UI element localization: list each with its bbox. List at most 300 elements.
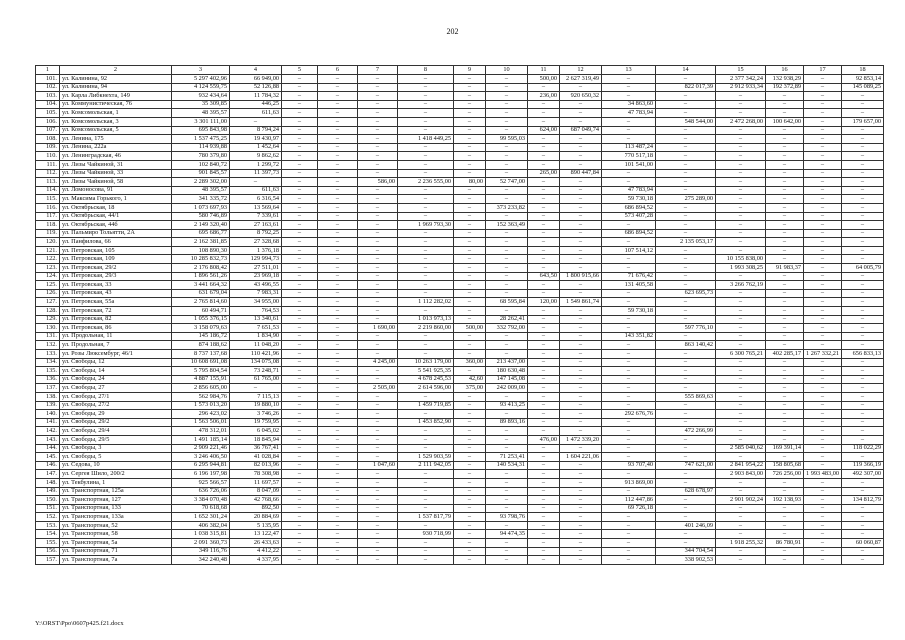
value-cell: – xyxy=(842,384,884,393)
value-cell: 4 245,00 xyxy=(358,358,398,367)
value-cell: – xyxy=(358,367,398,376)
value-cell: 2 135 053,17 xyxy=(656,238,716,247)
row-index-cell: 127. xyxy=(36,298,60,307)
address-cell: ул. Транспортная, 133а xyxy=(60,513,172,522)
value-cell: 1 491 185,14 xyxy=(172,435,230,444)
value-cell: – xyxy=(454,530,486,539)
value-cell: – xyxy=(454,461,486,470)
value-cell: – xyxy=(804,126,842,135)
value-cell: 573 407,28 xyxy=(602,212,656,221)
value-cell: – xyxy=(842,203,884,212)
address-cell: ул. Лизы Чайкиной, 58 xyxy=(60,178,172,187)
value-cell: – xyxy=(486,410,528,419)
value-cell: – xyxy=(766,556,804,565)
value-cell: – xyxy=(716,341,766,350)
value-cell: – xyxy=(716,556,766,565)
table-row xyxy=(36,160,884,169)
value-cell: – xyxy=(358,401,398,410)
value-cell: 1 563 506,01 xyxy=(172,418,230,427)
value-cell: – xyxy=(560,401,602,410)
value-cell: – xyxy=(454,255,486,264)
address-cell: ул. Сергея Шило, 200/2 xyxy=(60,470,172,479)
value-cell: – xyxy=(804,92,842,101)
value-cell: 86 780,91 xyxy=(766,539,804,548)
value-cell: 695 686,77 xyxy=(172,229,230,238)
value-cell: 6 045,02 xyxy=(230,427,282,436)
value-cell: – xyxy=(454,418,486,427)
value-cell: – xyxy=(766,521,804,530)
column-header: 4 xyxy=(230,66,282,75)
value-cell: 1 690,00 xyxy=(358,324,398,333)
value-cell: – xyxy=(842,530,884,539)
value-cell: – xyxy=(804,513,842,522)
value-cell: – xyxy=(454,367,486,376)
value-cell: – xyxy=(454,487,486,496)
value-cell: – xyxy=(318,375,358,384)
value-cell: 41 028,84 xyxy=(230,453,282,462)
value-cell: 1 376,18 xyxy=(230,246,282,255)
value-cell: – xyxy=(486,289,528,298)
value-cell: – xyxy=(602,375,656,384)
address-cell: ул. Лизы Чайкиной, 31 xyxy=(60,160,172,169)
value-cell: – xyxy=(398,289,454,298)
value-cell: – xyxy=(716,547,766,556)
value-cell: 140 534,31 xyxy=(486,461,528,470)
value-cell: – xyxy=(716,135,766,144)
value-cell: – xyxy=(528,264,560,273)
value-cell: – xyxy=(560,100,602,109)
value-cell: – xyxy=(282,221,318,230)
value-cell: – xyxy=(560,444,602,453)
value-cell: – xyxy=(282,212,318,221)
table-row xyxy=(36,444,884,453)
row-index-cell: 151. xyxy=(36,504,60,513)
table-row xyxy=(36,530,884,539)
value-cell: – xyxy=(282,504,318,513)
row-index-cell: 134. xyxy=(36,358,60,367)
value-cell: – xyxy=(766,135,804,144)
value-cell: – xyxy=(398,126,454,135)
value-cell: – xyxy=(318,435,358,444)
value-cell: – xyxy=(804,307,842,316)
value-cell: – xyxy=(716,272,766,281)
value-cell: 8 047,09 xyxy=(230,487,282,496)
value-cell: – xyxy=(716,427,766,436)
value-cell: – xyxy=(528,324,560,333)
value-cell: – xyxy=(318,470,358,479)
value-cell: – xyxy=(602,384,656,393)
value-cell: 2 901 902,24 xyxy=(716,496,766,505)
value-cell: – xyxy=(656,212,716,221)
value-cell: – xyxy=(282,75,318,84)
value-cell: – xyxy=(398,547,454,556)
value-cell: – xyxy=(656,307,716,316)
value-cell: 143 351,82 xyxy=(602,332,656,341)
value-cell: – xyxy=(656,221,716,230)
table-row xyxy=(36,109,884,118)
value-cell: – xyxy=(656,367,716,376)
value-cell: 500,00 xyxy=(454,324,486,333)
value-cell: – xyxy=(454,435,486,444)
table-row xyxy=(36,100,884,109)
value-cell: – xyxy=(716,487,766,496)
value-cell: – xyxy=(398,470,454,479)
row-index-cell: 138. xyxy=(36,392,60,401)
value-cell: – xyxy=(804,117,842,126)
value-cell: – xyxy=(358,272,398,281)
row-index-cell: 104. xyxy=(36,100,60,109)
value-cell: – xyxy=(656,255,716,264)
value-cell: 213 437,00 xyxy=(486,358,528,367)
value-cell: – xyxy=(602,289,656,298)
table-row xyxy=(36,358,884,367)
value-cell: – xyxy=(454,281,486,290)
value-cell: – xyxy=(560,203,602,212)
value-cell: 192 372,89 xyxy=(766,83,804,92)
address-cell: ул. Свободы, 27 xyxy=(60,384,172,393)
value-cell: – xyxy=(318,418,358,427)
value-cell: – xyxy=(804,160,842,169)
value-cell: – xyxy=(358,255,398,264)
value-cell: – xyxy=(318,521,358,530)
value-cell: – xyxy=(842,427,884,436)
value-cell: – xyxy=(602,418,656,427)
value-cell: – xyxy=(804,75,842,84)
value-cell: 3 441 664,32 xyxy=(172,281,230,290)
value-cell: – xyxy=(528,152,560,161)
address-cell: ул. Петровская, 33 xyxy=(60,281,172,290)
value-cell: – xyxy=(766,152,804,161)
value-cell: 1 537 475,25 xyxy=(172,135,230,144)
value-cell: – xyxy=(804,401,842,410)
value-cell: – xyxy=(716,384,766,393)
value-cell: – xyxy=(842,229,884,238)
column-header: 7 xyxy=(358,66,398,75)
value-cell: 349 116,76 xyxy=(172,547,230,556)
value-cell: – xyxy=(766,410,804,419)
value-cell: – xyxy=(842,152,884,161)
value-cell: – xyxy=(766,203,804,212)
value-cell: – xyxy=(656,281,716,290)
value-cell: – xyxy=(486,100,528,109)
value-cell: – xyxy=(716,126,766,135)
value-cell: – xyxy=(804,195,842,204)
value-cell: 686 894,52 xyxy=(602,203,656,212)
value-cell: – xyxy=(282,367,318,376)
value-cell: 1 013 973,13 xyxy=(398,315,454,324)
value-cell: – xyxy=(766,324,804,333)
address-cell: ул. Максима Горького, 1 xyxy=(60,195,172,204)
row-index-cell: 125. xyxy=(36,281,60,290)
value-cell: 2 289 302,00 xyxy=(172,178,230,187)
value-cell: – xyxy=(358,530,398,539)
value-cell: – xyxy=(528,186,560,195)
value-cell: – xyxy=(716,298,766,307)
value-cell: – xyxy=(716,109,766,118)
row-index-cell: 150. xyxy=(36,496,60,505)
value-cell: – xyxy=(602,521,656,530)
value-cell: – xyxy=(656,478,716,487)
value-cell: – xyxy=(804,530,842,539)
value-cell: 64 005,79 xyxy=(842,264,884,273)
row-index-cell: 103. xyxy=(36,92,60,101)
value-cell: 1 604 221,06 xyxy=(560,453,602,462)
value-cell: 89 893,16 xyxy=(486,418,528,427)
table-row xyxy=(36,341,884,350)
value-cell: – xyxy=(842,358,884,367)
column-header: 5 xyxy=(282,66,318,75)
value-cell: – xyxy=(454,195,486,204)
value-cell: – xyxy=(398,341,454,350)
value-cell: – xyxy=(602,470,656,479)
value-cell: – xyxy=(454,392,486,401)
table-row xyxy=(36,556,884,565)
value-cell: – xyxy=(358,289,398,298)
value-cell: – xyxy=(454,229,486,238)
value-cell: – xyxy=(528,135,560,144)
row-index-cell: 108. xyxy=(36,135,60,144)
value-cell: – xyxy=(486,126,528,135)
value-cell: – xyxy=(282,238,318,247)
value-cell: – xyxy=(560,315,602,324)
value-cell: – xyxy=(656,513,716,522)
value-cell: 2 903 843,00 xyxy=(716,470,766,479)
value-cell: 91 983,37 xyxy=(766,264,804,273)
value-cell: 2 505,00 xyxy=(358,384,398,393)
value-cell: – xyxy=(282,435,318,444)
value-cell: 478 312,01 xyxy=(172,427,230,436)
value-cell: – xyxy=(454,341,486,350)
value-cell: – xyxy=(842,504,884,513)
value-cell: – xyxy=(842,556,884,565)
value-cell: – xyxy=(282,470,318,479)
value-cell: – xyxy=(486,160,528,169)
value-cell: – xyxy=(842,246,884,255)
row-index-cell: 148. xyxy=(36,478,60,487)
value-cell: – xyxy=(560,332,602,341)
table-row xyxy=(36,418,884,427)
value-cell: – xyxy=(602,315,656,324)
value-cell: 145 186,72 xyxy=(172,332,230,341)
value-cell: – xyxy=(282,444,318,453)
value-cell: 69 726,18 xyxy=(602,504,656,513)
value-cell: – xyxy=(454,496,486,505)
value-cell: – xyxy=(842,487,884,496)
value-cell: – xyxy=(486,117,528,126)
value-cell: – xyxy=(842,435,884,444)
value-cell: – xyxy=(842,186,884,195)
value-cell: 1 112 282,02 xyxy=(398,298,454,307)
value-cell: – xyxy=(454,444,486,453)
value-cell: – xyxy=(716,367,766,376)
value-cell: 901 845,57 xyxy=(172,169,230,178)
value-cell: – xyxy=(842,255,884,264)
value-cell: – xyxy=(454,203,486,212)
address-cell: ул. Октябрьская, 18 xyxy=(60,203,172,212)
value-cell: 1 472 339,20 xyxy=(560,435,602,444)
value-cell: – xyxy=(358,195,398,204)
address-cell: ул. Свободы, 27/1 xyxy=(60,392,172,401)
address-cell: ул. Петровская, 29/2 xyxy=(60,264,172,273)
value-cell: – xyxy=(282,341,318,350)
value-cell: – xyxy=(398,143,454,152)
value-cell: – xyxy=(282,418,318,427)
value-cell: – xyxy=(804,427,842,436)
value-cell: – xyxy=(804,152,842,161)
value-cell: – xyxy=(602,341,656,350)
table-row xyxy=(36,350,884,359)
value-cell: – xyxy=(398,238,454,247)
table-row xyxy=(36,135,884,144)
address-cell: ул. Октябрьская, 44/1 xyxy=(60,212,172,221)
value-cell: – xyxy=(842,143,884,152)
row-index-cell: 122. xyxy=(36,255,60,264)
value-cell: – xyxy=(560,289,602,298)
value-cell: – xyxy=(842,238,884,247)
value-cell: 3 301 111,00 xyxy=(172,117,230,126)
row-index-cell: 153. xyxy=(36,521,60,530)
value-cell: 1 800 915,66 xyxy=(560,272,602,281)
table-row xyxy=(36,453,884,462)
value-cell: – xyxy=(716,92,766,101)
value-cell: – xyxy=(804,238,842,247)
value-cell: – xyxy=(766,504,804,513)
value-cell: – xyxy=(766,195,804,204)
value-cell: – xyxy=(560,195,602,204)
address-cell: ул. Свободы, 29 xyxy=(60,410,172,419)
value-cell: – xyxy=(398,539,454,548)
value-cell: – xyxy=(560,238,602,247)
value-cell: 110 421,96 xyxy=(230,350,282,359)
value-cell: – xyxy=(716,521,766,530)
value-cell: 1 993 308,25 xyxy=(716,264,766,273)
value-cell: – xyxy=(804,324,842,333)
value-cell: – xyxy=(454,307,486,316)
value-cell: – xyxy=(716,100,766,109)
value-cell: – xyxy=(282,126,318,135)
value-cell: – xyxy=(560,470,602,479)
value-cell: 344 704,54 xyxy=(656,547,716,556)
value-cell: – xyxy=(528,487,560,496)
value-cell: – xyxy=(804,109,842,118)
column-header: 13 xyxy=(602,66,656,75)
value-cell: 2 585 040,62 xyxy=(716,444,766,453)
value-cell: 36 767,41 xyxy=(230,444,282,453)
value-cell: 611,63 xyxy=(230,186,282,195)
value-cell: – xyxy=(560,178,602,187)
value-cell: – xyxy=(804,487,842,496)
table-row xyxy=(36,229,884,238)
address-cell: ул. Ленина, 175 xyxy=(60,135,172,144)
row-index-cell: 126. xyxy=(36,289,60,298)
value-cell: – xyxy=(656,169,716,178)
value-cell: – xyxy=(804,315,842,324)
value-cell: – xyxy=(358,478,398,487)
table-row xyxy=(36,238,884,247)
value-cell: – xyxy=(398,83,454,92)
value-cell: 2 765 814,60 xyxy=(172,298,230,307)
value-cell: – xyxy=(766,109,804,118)
value-cell: 52 747,00 xyxy=(486,178,528,187)
value-cell: – xyxy=(656,384,716,393)
address-cell: ул. Свободы, 27/2 xyxy=(60,401,172,410)
value-cell: – xyxy=(716,212,766,221)
value-cell: – xyxy=(454,246,486,255)
value-cell: – xyxy=(766,298,804,307)
value-cell: 747 621,00 xyxy=(656,461,716,470)
value-cell: 132 938,29 xyxy=(766,75,804,84)
address-cell: ул. Продольная, 7 xyxy=(60,341,172,350)
row-index-cell: 128. xyxy=(36,307,60,316)
value-cell: – xyxy=(358,513,398,522)
value-cell: – xyxy=(358,332,398,341)
value-cell: – xyxy=(318,195,358,204)
value-cell: – xyxy=(656,135,716,144)
value-cell: – xyxy=(454,556,486,565)
value-cell: – xyxy=(842,109,884,118)
value-cell: 636 726,06 xyxy=(172,487,230,496)
value-cell: 597 776,10 xyxy=(656,324,716,333)
value-cell: – xyxy=(454,83,486,92)
value-cell: – xyxy=(358,246,398,255)
value-cell: 562 984,76 xyxy=(172,392,230,401)
value-cell: – xyxy=(656,401,716,410)
value-cell: – xyxy=(656,126,716,135)
value-cell: – xyxy=(454,135,486,144)
value-cell: – xyxy=(766,143,804,152)
value-cell: – xyxy=(716,169,766,178)
value-cell: – xyxy=(804,539,842,548)
row-index-cell: 121. xyxy=(36,246,60,255)
value-cell: 1 896 561,26 xyxy=(172,272,230,281)
value-cell: 1 834,90 xyxy=(230,332,282,341)
row-index-cell: 105. xyxy=(36,109,60,118)
value-cell: – xyxy=(528,453,560,462)
value-cell: – xyxy=(602,169,656,178)
value-cell: – xyxy=(804,384,842,393)
value-cell: 296 423,02 xyxy=(172,410,230,419)
value-cell: – xyxy=(602,401,656,410)
address-cell: ул. Панфилова, 66 xyxy=(60,238,172,247)
value-cell: – xyxy=(398,435,454,444)
value-cell: 93 798,76 xyxy=(486,513,528,522)
value-cell: – xyxy=(656,229,716,238)
value-cell: 4 124 559,75 xyxy=(172,83,230,92)
value-cell: 114 939,88 xyxy=(172,143,230,152)
address-cell: ул. Ленинградская, 46 xyxy=(60,152,172,161)
value-cell: 42,60 xyxy=(454,375,486,384)
value-cell: 406 382,04 xyxy=(172,521,230,530)
value-cell: – xyxy=(528,117,560,126)
value-cell: – xyxy=(766,453,804,462)
value-cell: – xyxy=(560,384,602,393)
address-cell: ул. Свободы, 3 xyxy=(60,444,172,453)
value-cell: – xyxy=(842,92,884,101)
value-cell: – xyxy=(454,238,486,247)
value-cell: – xyxy=(766,289,804,298)
address-cell: ул. Петровская, 29/3 xyxy=(60,272,172,281)
value-cell: – xyxy=(766,418,804,427)
address-cell: ул. Седова, 10 xyxy=(60,461,172,470)
address-cell: ул. Свободы, 29/4 xyxy=(60,427,172,436)
value-cell: 1 453 852,90 xyxy=(398,418,454,427)
value-cell: – xyxy=(318,496,358,505)
table-row xyxy=(36,255,884,264)
value-cell: 1 993 483,00 xyxy=(804,470,842,479)
value-cell: 863 140,42 xyxy=(656,341,716,350)
value-cell: – xyxy=(282,109,318,118)
value-cell: – xyxy=(358,410,398,419)
